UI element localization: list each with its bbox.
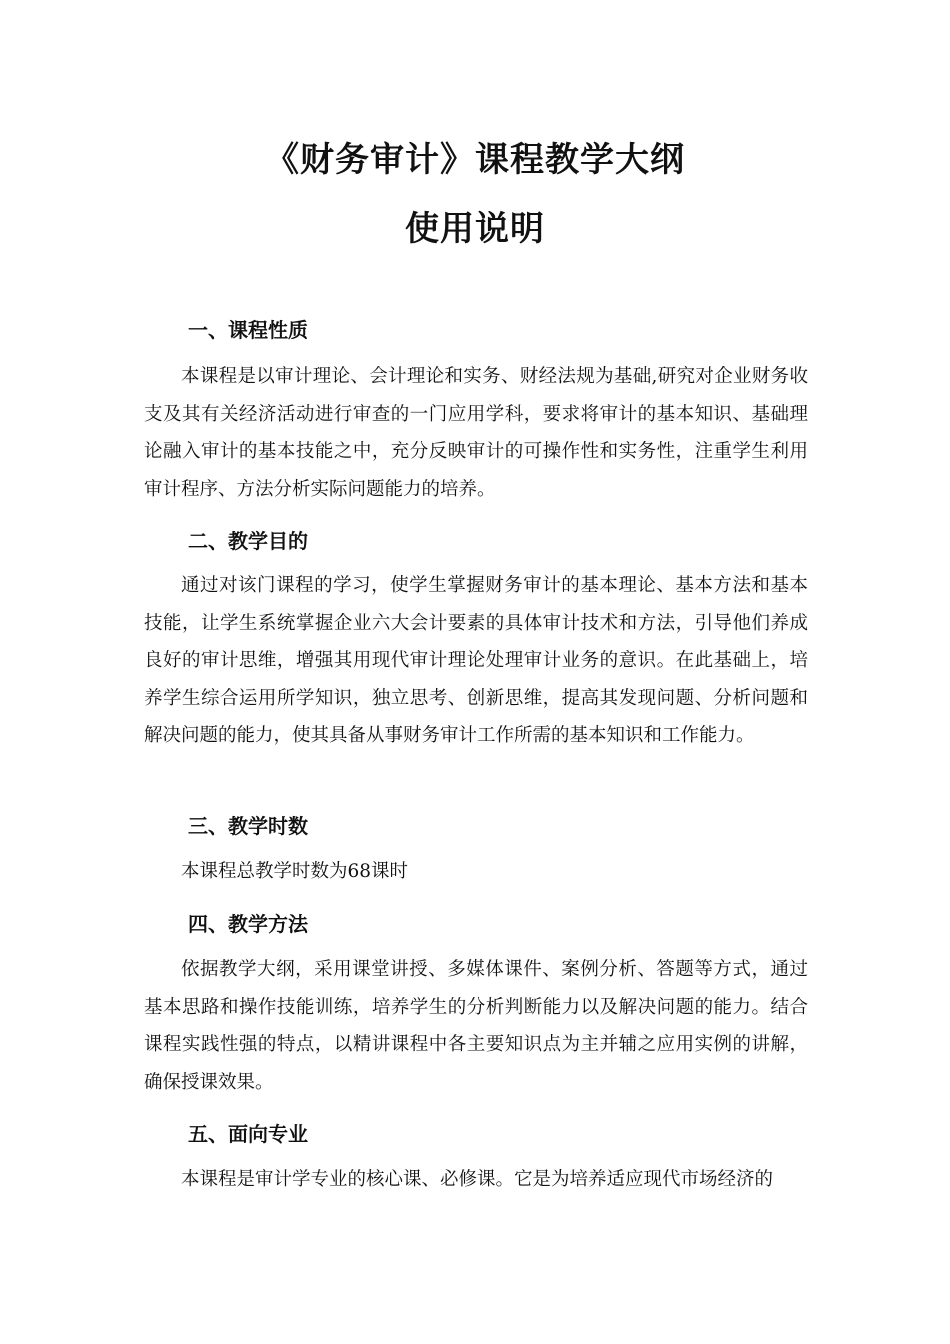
section-body-target-major: 本课程是审计学专业的核心课、必修课。它是为培养适应现代市场经济的 (181, 1169, 774, 1190)
section-heading-course-nature: 一、课程性质 (188, 318, 308, 342)
section-heading-target-major: 五、面向专业 (188, 1122, 308, 1146)
section-heading-teaching-purpose: 二、教学目的 (188, 529, 308, 553)
section-heading-teaching-methods: 四、教学方法 (188, 912, 308, 936)
section-body-teaching-methods: 依据教学大纲，采用课堂讲授、多媒体课件、案例分析、答题等方式，通过基本思路和操作技能训练，培养学生的分析判断能力以及解决问题的能力。结合课程实践性强的特点，以精讲课程中各主要知识点为主并辅之应用实例的讲解，确保授课效果。 (144, 959, 808, 1093)
section-body-teaching-hours: 本课程总教学时数为68课时 (181, 861, 409, 882)
section-body-course-nature: 本课程是以审计理论、会计理论和实务、财经法规为基础,研究对企业财务收支及其有关经济活动进行审查的一门应用学科，要求将审计的基本知识、基础理论融入审计的基本技能之中，充分反映审计的可操作性和实务性，注重学生利用审计程序、方法分析实际问题能力的培养。 (144, 366, 808, 500)
document-title: 《财务审计》课程教学大纲 (265, 140, 685, 180)
section-body-teaching-purpose: 通过对该门课程的学习，使学生掌握财务审计的基本理论、基本方法和基本技能，让学生系统掌握企业六大会计要素的具体审计技术和方法，引导他们养成良好的审计思维，增强其用现代审计理论处理审计业务的意识。在此基础上，培养学生综合运用所学知识，独立思考、创新思维，提高其发现问题、分析问题和解决问题的能力，使其具备从事财务审计工作所需的基本知识和工作能力。 (144, 575, 808, 746)
document-subtitle: 使用说明 (405, 209, 545, 249)
section-heading-teaching-hours: 三、教学时数 (188, 814, 308, 838)
